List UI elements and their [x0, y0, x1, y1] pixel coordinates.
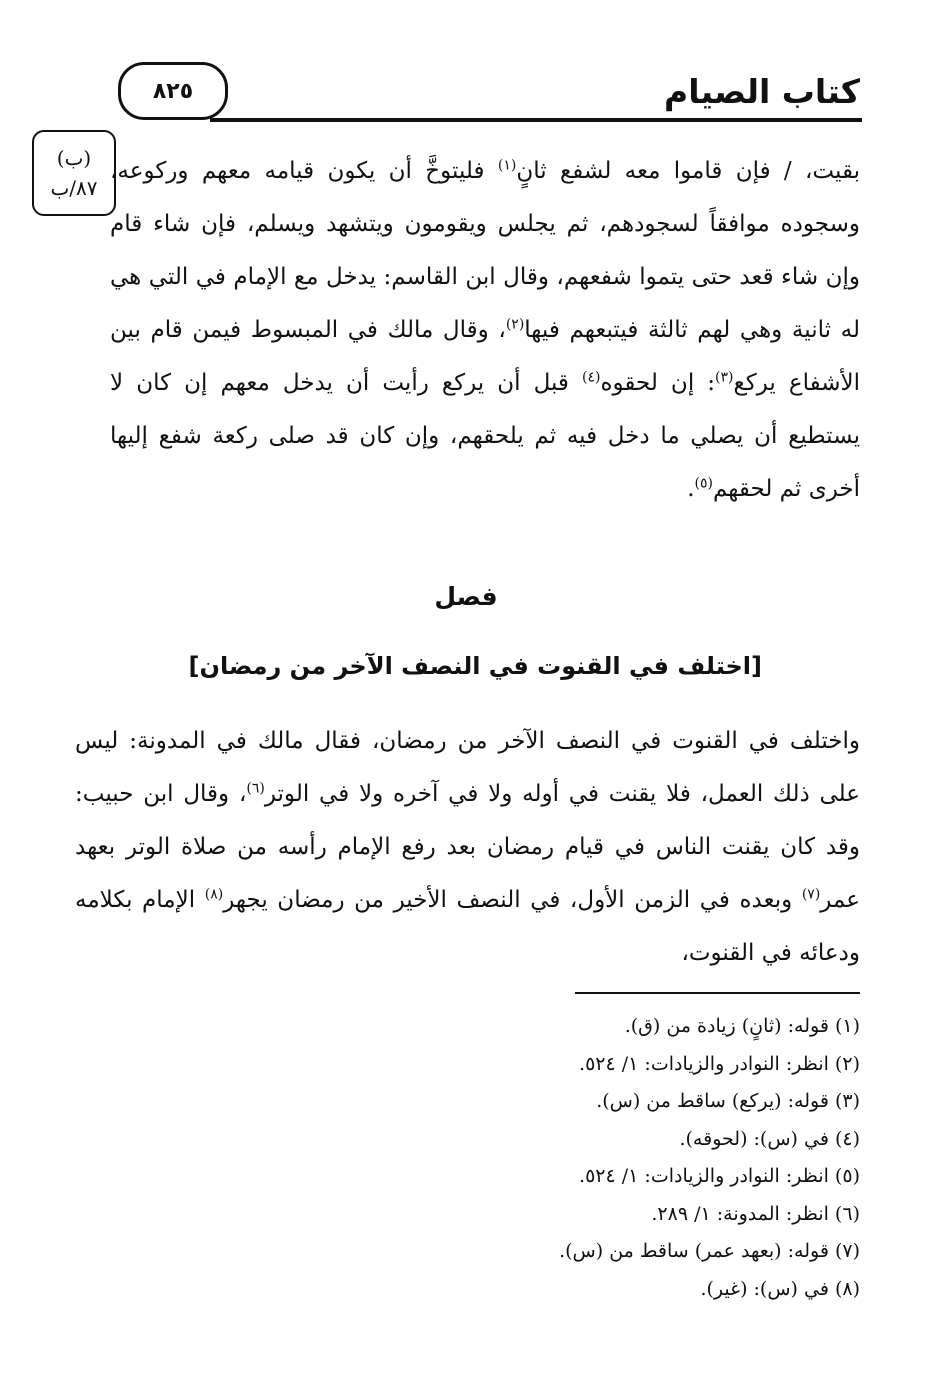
text-run: أخرى ثم لحقهم — [712, 476, 860, 502]
footnote-item: (٣) قوله: (يركع) ساقط من (س). — [596, 1090, 860, 1112]
footnote-separator — [575, 992, 860, 994]
footnote-item: (٨) في (س): (غير). — [700, 1277, 860, 1300]
header-rule — [210, 118, 862, 122]
text-run: لا يستطيع أن يصلي ما دخل فيه ثم يلحقهم، وإن كان قد صلى ركعة شفع إليها — [110, 370, 860, 449]
page-number: ٨٢٥ — [118, 62, 228, 120]
footnote-ref[interactable]: (١) — [497, 157, 517, 174]
text-run: وبعده في الزمن الأول، في — [530, 887, 802, 913]
footnote-ref[interactable]: (٨) — [204, 886, 224, 903]
footnotes — [260, 1008, 860, 1308]
footnote-ref[interactable]: (٦) — [246, 780, 265, 797]
text-run: النصف الأخير من رمضان يجهر — [223, 887, 521, 913]
text-run: . — [687, 476, 695, 502]
footnote-item: (١) قوله: (ثانٍ) زيادة من (ق). — [624, 1015, 860, 1037]
footnote-item: (٧) قوله: (بعهد عمر) ساقط من (س). — [559, 1240, 860, 1262]
manuscript-margin-reference — [32, 130, 116, 216]
text-run: ، وقال ابن حبيب: وقد كان يقنت الناس في قيام رمضان بعد رفع — [75, 781, 861, 860]
text-run: فليتوخَّ أن يكون قيامه معهم وركوعه، — [110, 158, 498, 184]
text-run: بين الأشفاع يركع — [110, 317, 860, 396]
footnote-ref[interactable]: (٢) — [505, 316, 525, 333]
section-heading: فصل — [434, 582, 498, 611]
footnote-ref[interactable]: (٧) — [801, 886, 821, 903]
margin-ref-folio: ٨٧/ب — [50, 176, 98, 200]
book-title: كتاب الصيام — [664, 72, 860, 111]
footnote-item: (٦) انظر: المدونة: ١/ ٢٨٩. — [651, 1202, 860, 1225]
footnote-item: (٢) انظر: النوادر والزيادات: ١/ ٥٢٤. — [579, 1052, 860, 1075]
paragraph-2 — [75, 715, 860, 980]
footnote-item: (٥) انظر: النوادر والزيادات: ١/ ٥٢٤. — [579, 1165, 860, 1187]
margin-ref-letter: (ب) — [56, 146, 92, 170]
text-run: المدونة: ليس على ذلك العمل، فلا يقنت في أوله ولا في آخره ولا في — [75, 728, 860, 807]
sub-heading: [اختلف في القنوت في النصف الآخر من رمضان] — [188, 652, 762, 680]
footnote-item: (٤) في (س): (لحوقه). — [679, 1127, 860, 1150]
text-run: هي له ثانية وهي لهم ثالثة فيتبعهم فيها — [110, 264, 860, 343]
text-run: قبل أن يركع رأيت أن يدخل معهم إن كان — [136, 370, 582, 396]
footnote-ref[interactable]: (٤) — [581, 369, 601, 386]
text-run: الوتر — [264, 781, 310, 807]
text-run: ، وقال مالك في المبسوط فيمن قام — [150, 317, 506, 343]
footnote-ref[interactable]: (٥) — [694, 475, 713, 492]
footnote-ref[interactable]: (٣) — [715, 369, 734, 386]
text-run: وسجوده موافقاً لسجودهم، ثم يجلس ويقومون ويتشهد ويسلم، فإن شاء قام — [110, 211, 860, 237]
text-run: الإمام بكلامه ودعائه في القنوت، — [75, 887, 860, 966]
text-run: : إن لحقوه — [600, 370, 716, 396]
text-run: وإن شاء قعد حتى يتموا شفعهم، وقال ابن القاسم: يدخل مع الإمام في التي — [148, 264, 860, 290]
text-run: بقيت، / فإن قاموا معه لشفع ثانٍ — [516, 158, 860, 184]
text-run: واختلف في القنوت في النصف الآخر من رمضان، فقال مالك في — [216, 728, 860, 754]
paragraph-1 — [110, 145, 860, 516]
text-run: الإمام رأسه من صلاة الوتر بعهد عمر — [75, 834, 860, 913]
